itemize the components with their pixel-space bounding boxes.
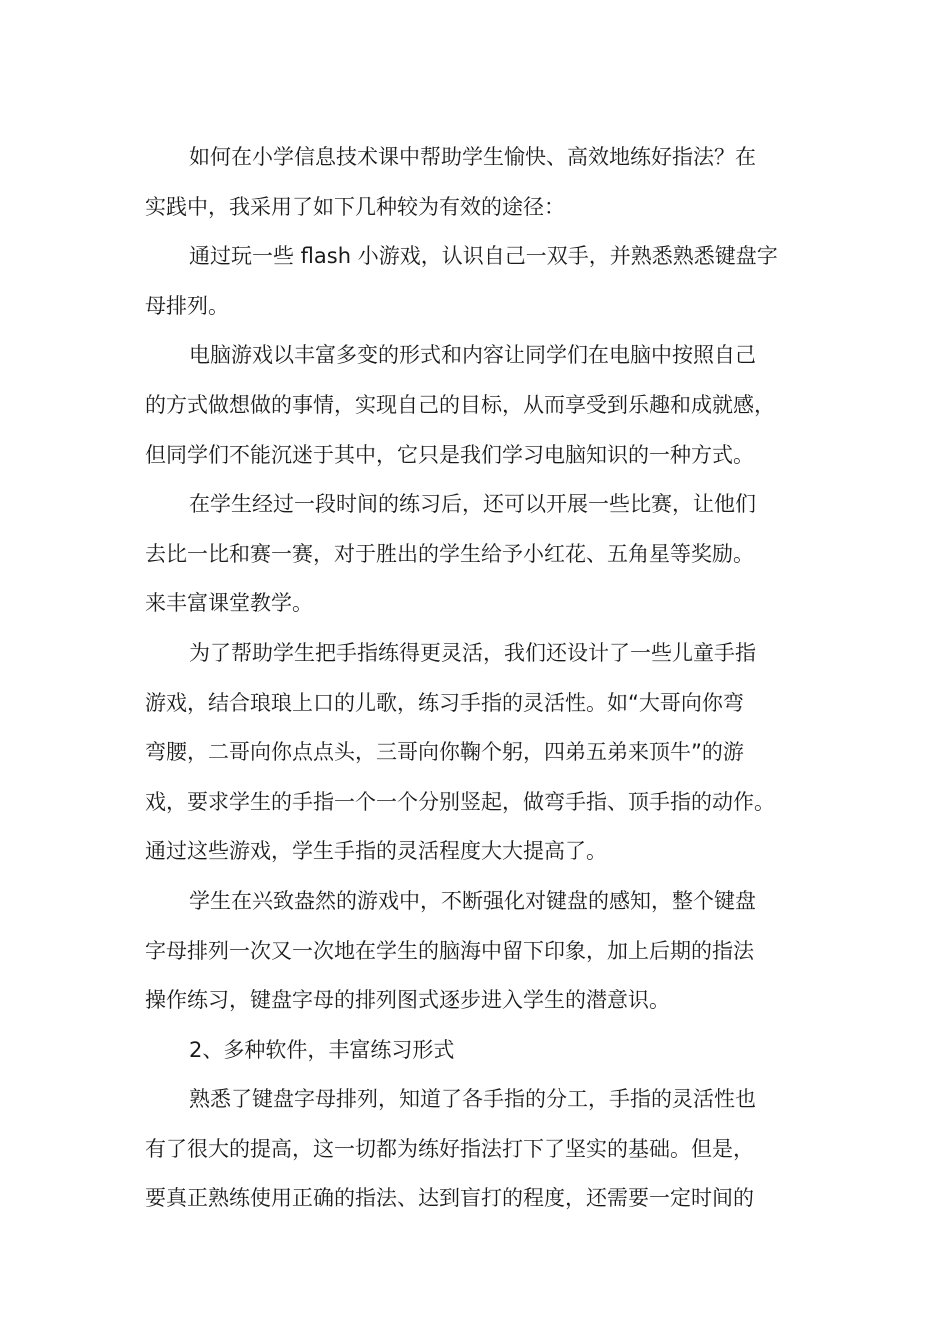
text-line: 通过玩一些 flash 小游戏，认识自己一双手，并熟悉熟悉键盘字 [189, 244, 778, 269]
text-line: 但同学们不能沉迷于其中，它只是我们学习电脑知识的一种方式。 [145, 442, 754, 467]
text-line: 母排列。 [145, 293, 229, 318]
paragraph-keyboard-perception [145, 877, 817, 1026]
text-line: 学生在兴致盎然的游戏中，不断强化对键盘的感知，整个键盘 [189, 888, 756, 913]
text-line: 戏，要求学生的手指一个一个分别竖起，做弯手指、顶手指的动作。 [145, 789, 775, 814]
text-line: 来丰富课堂教学。 [145, 591, 313, 616]
text-line: 操作练习，键盘字母的排列图式逐步进入学生的潜意识。 [145, 988, 670, 1013]
paragraph-computer-games [145, 331, 817, 480]
paragraph-competitions [145, 480, 817, 629]
text-line: 要真正熟练使用正确的指法、达到盲打的程度，还需要一定时间的 [145, 1186, 754, 1211]
text-line: 为了帮助学生把手指练得更灵活，我们还设计了一些儿童手指 [189, 640, 756, 665]
paragraph-finger-games [145, 629, 817, 877]
paragraph-practice [145, 1075, 817, 1224]
text-line: 弯腰，二哥向你点点头，三哥向你鞠个躬，四弟五弟来顶牛”的游 [145, 740, 744, 765]
text-line: 有了很大的提高，这一切都为练好指法打下了坚实的基础。但是， [145, 1136, 754, 1161]
text-line: 字母排列一次又一次地在学生的脑海中留下印象，加上后期的指法 [145, 938, 754, 963]
text-line: 游戏，结合琅琅上口的儿歌，练习手指的灵活性。如“大哥向你弯 [145, 690, 744, 715]
text-line: 去比一比和赛一赛，对于胜出的学生给予小红花、五角星等奖励。 [145, 541, 754, 566]
paragraph-flash-games [145, 232, 817, 331]
heading-line: 2、多种软件，丰富练习形式 [189, 1037, 455, 1062]
text-line: 电脑游戏以丰富多变的形式和内容让同学们在电脑中按照自己 [189, 343, 756, 368]
text-line: 实践中，我采用了如下几种较为有效的途径： [145, 194, 565, 219]
section-heading [145, 1026, 817, 1076]
text-line: 在学生经过一段时间的练习后，还可以开展一些比赛，让他们 [189, 492, 756, 517]
paragraph-intro [145, 133, 817, 232]
text-line: 的方式做想做的事情，实现自己的目标，从而享受到乐趣和成就感， [145, 392, 775, 417]
text-line: 如何在小学信息技术课中帮助学生愉快、高效地练好指法？在 [189, 145, 756, 169]
text-line: 通过这些游戏，学生手指的灵活程度大大提高了。 [145, 839, 607, 864]
text-line: 熟悉了键盘字母排列，知道了各手指的分工，手指的灵活性也 [189, 1087, 756, 1112]
document-body [145, 133, 817, 1224]
